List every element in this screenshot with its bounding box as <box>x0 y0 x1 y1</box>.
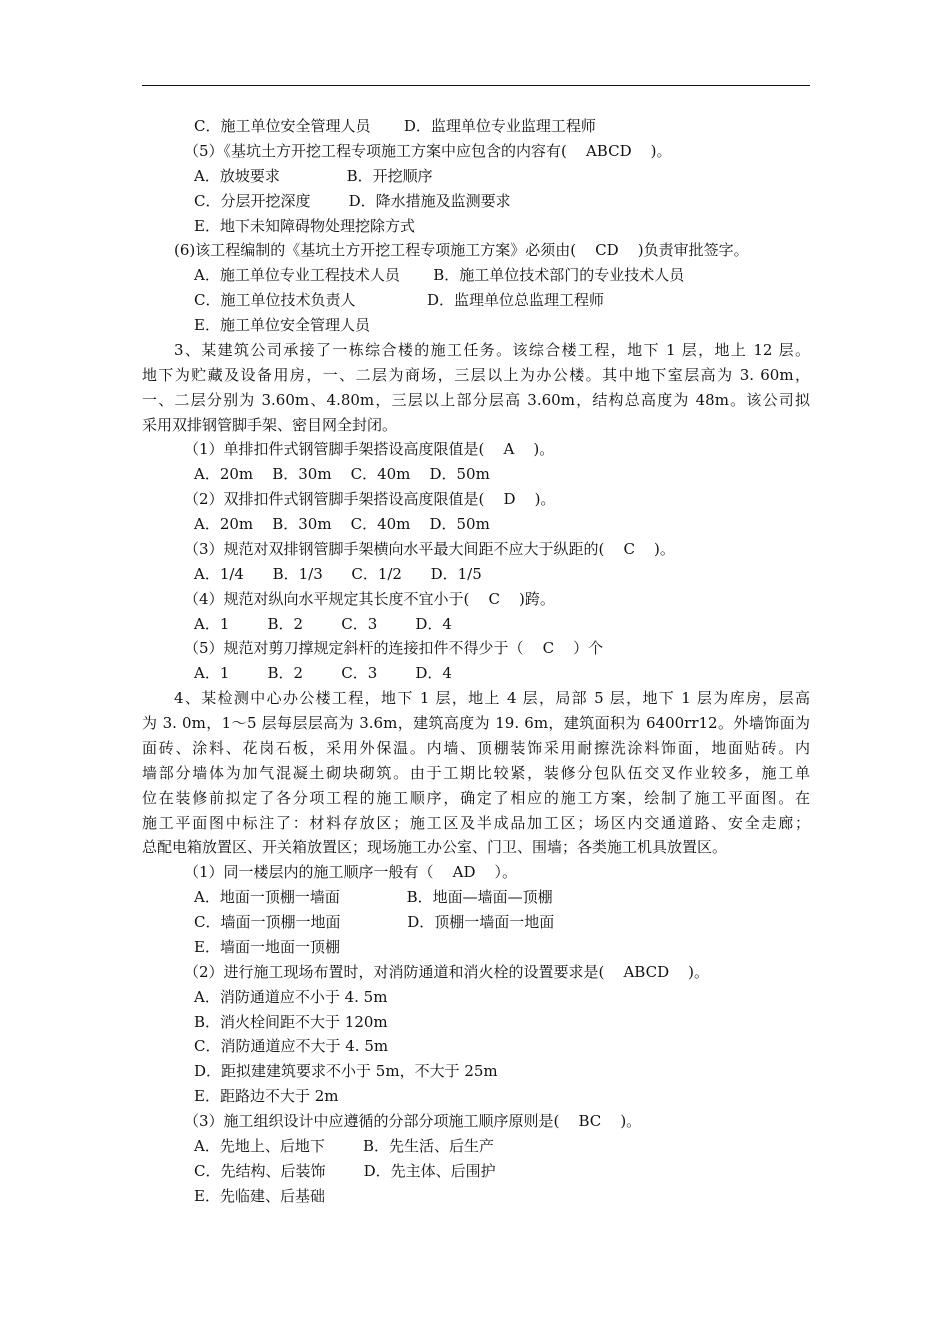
text-line: （1）同一楼层内的施工顺序一般有（ AD ）。 <box>184 863 518 882</box>
text-line: （5）规范对剪刀撑规定斜杆的连接扣件不得少于（ C ）个 <box>184 639 604 658</box>
text-line: 施工平面图中标注了：材料存放区；施工区及半成品加工区；场区内交通道路、安全走廊； <box>142 813 810 832</box>
text-line: （2）进行施工现场布置时，对消防通道和消火栓的设置要求是( ABCD )。 <box>184 962 710 981</box>
text-line: (6)该工程编制的《基坑土方开挖工程专项施工方案》必须由( CD )负责审批签字。 <box>174 241 749 260</box>
text-line: A．地面一顶棚一墙面 B．地面—墙面—顶棚 <box>194 888 553 907</box>
text-line: A．20m B．30m C．40m D．50m <box>194 465 490 484</box>
text-line: （3）施工组织设计中应遵循的分部分项施工顺序原则是( BC )。 <box>184 1112 642 1130</box>
text-line: B．消火栓间距不大于 120m <box>194 1012 388 1031</box>
text-line: C．分层开挖深度 D．降水措施及监测要求 <box>194 191 511 210</box>
text-line: 地下为贮藏及设备用房，一、二层为商场，三层以上为办公楼。其中地下室层高为 3. 60m， <box>142 365 810 384</box>
text-line: A．1 B．2 C．3 D．4 <box>194 614 452 633</box>
text-line: 面砖、涂料、花岗石板，采用外保温。内墙、顶棚装饰采用耐擦洗涂料饰面，地面贴砖。内 <box>142 738 810 757</box>
text-line: A．放坡要求 B．开挖顺序 <box>194 166 433 185</box>
text-line: C．消防通道应不大于 4. 5m <box>194 1037 389 1056</box>
text-line: D．距拟建建筑要求不小于 5m，不大于 25m <box>194 1062 498 1081</box>
text-line: A．1 B．2 C．3 D．4 <box>194 664 452 683</box>
text-line: 一、二层分别为 3.60m、4.80m，三层以上部分层高 3.60m，结构总高度为 48m。该公司拟 <box>142 390 810 409</box>
text-line: 总配电箱放置区、开关箱放置区；现场施工办公室、门卫、围墙；各类施工机具放置区。 <box>142 838 728 857</box>
text-line: E．地下未知障碍物处理挖除方式 <box>194 216 415 235</box>
text-line: A．20m B．30m C．40m D．50m <box>194 515 490 533</box>
text-line: （1）单排扣件式钢管脚手架搭设高度限值是( A )。 <box>184 440 555 459</box>
text-line: A．消防通道应不小于 4. 5m <box>194 987 388 1006</box>
text-line: C．先结构、后装饰 D．先主体、后围护 <box>194 1161 496 1180</box>
text-line: （3）规范对双排钢管脚手架横向水平最大间距不应大于纵距的( C )。 <box>184 539 675 558</box>
text-line: C．施工单位技术负责人 D．监理单位总监理工程师 <box>194 291 605 310</box>
header-rule <box>142 85 810 86</box>
text-line: （2）双排扣件式钢管脚手架搭设高度限值是( D )。 <box>184 490 556 509</box>
text-line: E．距路边不大于 2m <box>194 1087 339 1106</box>
text-line: 位在装修前拟定了各分项工程的施工顺序，确定了相应的施工方案，绘制了施工平面图。在 <box>142 788 810 807</box>
text-line: E．施工单位安全管理人员 <box>194 316 370 334</box>
text-line: A．施工单位专业工程技术人员 B．施工单位技术部门的专业技术人员 <box>194 266 685 285</box>
text-line: （5）《基坑土方开挖工程专项施工方案中应包含的内容有( ABCD )。 <box>184 141 672 160</box>
text-line: 墙部分墙体为加气混凝土砌块砌筑。由于工期比较紧，装修分包队伍交叉作业较多，施工单 <box>142 763 810 782</box>
text-line: 3、某建筑公司承接了一栋综合楼的施工任务。该综合楼工程，地下 1 层，地上 12 层。 <box>174 340 810 359</box>
text-line: 采用双排钢管脚手架、密目网全封闭。 <box>142 415 398 434</box>
text-line: C．施工单位安全管理人员 D．监理单位专业监理工程师 <box>194 117 596 135</box>
text-line: A．先地上、后地下 B．先生活、后生产 <box>194 1136 495 1155</box>
document-body <box>142 114 810 1209</box>
text-line: 4、某检测中心办公楼工程，地下 1 层，地上 4 层，局部 5 层，地下 1 层为库房，层高 <box>174 689 810 708</box>
text-line: E．先临建、后基础 <box>194 1186 325 1205</box>
text-line: C．墙面一顶棚一地面 D．顶棚一墙面一地面 <box>194 913 555 931</box>
text-line: A．1/4 B．1/3 C．1/2 D．1/5 <box>194 564 482 583</box>
text-line: （4）规范对纵向水平规定其长度不宜小于( C )跨。 <box>184 589 555 608</box>
text-line: E．墙面一地面一顶棚 <box>194 937 340 956</box>
text-line: 为 3. 0m，1～5 层每层层高为 3.6m，建筑高度为 19. 6m，建筑面积为 6400rr12。外墙饰面为 <box>142 714 810 732</box>
